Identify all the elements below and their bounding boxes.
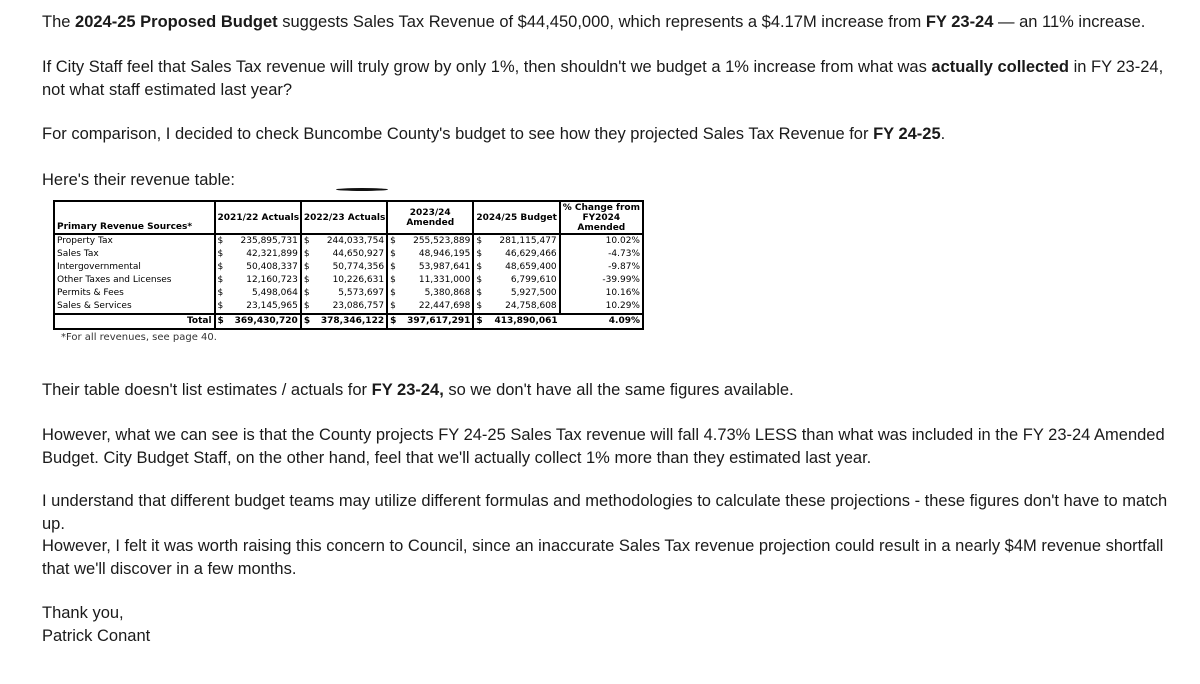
- cell-pct-change: -39.99%: [560, 274, 643, 287]
- currency-symbol: $: [301, 234, 311, 248]
- cell-2023-24: 255,523,889: [413, 236, 471, 246]
- currency-symbol: $: [301, 248, 311, 261]
- table-row: [54, 274, 643, 287]
- currency-symbol: $: [387, 261, 397, 274]
- intro-paragraph: The 2024-25 Proposed Budget suggests Sales Tax Revenue of $44,450,000, which represents a $4.17M increase from FY 23-24 — an 11% increase.: [42, 13, 1146, 31]
- signoff-author: Patrick Conant: [42, 626, 151, 645]
- cell-2022-23: 5,573,697: [338, 288, 385, 298]
- header-source: Primary Revenue Sources*: [54, 201, 215, 234]
- currency-symbol: $: [387, 314, 397, 329]
- cell-2023-24: 11,331,000: [418, 275, 471, 285]
- cell-pct-change: -4.73%: [560, 248, 643, 261]
- cell-2024-25: 281,115,477: [499, 236, 557, 246]
- row-label: Sales & Services: [54, 300, 215, 314]
- cell-2021-22: 50,408,337: [246, 262, 298, 272]
- row-label: Intergovernmental: [54, 261, 215, 274]
- concern-paragraph: However, I felt it was worth raising this concern to Council, since an inaccurate Sales Tax revenue projection could result in a nearly $4M revenue shortfall that we'll discover in a few months.: [42, 537, 1164, 578]
- currency-symbol: $: [215, 300, 225, 314]
- methodology-paragraph: I understand that different budget teams may utilize different formulas and methodologies to calculate these projections - these figures don't have to match up.: [42, 492, 1168, 533]
- currency-symbol: $: [473, 287, 483, 300]
- currency-symbol: $: [301, 261, 311, 274]
- cell-2023-24: 53,987,641: [418, 262, 471, 272]
- cell-2022-23: 50,774,356: [332, 262, 385, 272]
- table-row: [54, 300, 643, 314]
- city-staff-paragraph: If City Staff feel that Sales Tax revenue will truly grow by only 1%, then shouldn't we budget a 1% increase from what was actually collected in FY 23-24, not what staff estimated last year?: [42, 58, 1164, 99]
- currency-symbol: $: [473, 274, 483, 287]
- cell-2024-25: 46,629,466: [505, 249, 557, 259]
- row-label: Permits & Fees: [54, 287, 215, 300]
- currency-symbol: $: [387, 234, 397, 248]
- total-2023-24: 397,617,291: [397, 314, 473, 329]
- cell-2023-24: 5,380,868: [424, 288, 471, 298]
- total-2022-23: 378,346,122: [311, 314, 387, 329]
- cell-2021-22: 23,145,965: [225, 300, 301, 314]
- total-pct-change: 4.09%: [560, 314, 643, 329]
- table-row: [54, 261, 643, 274]
- comparison-paragraph: For comparison, I decided to check Buncombe County's budget to see how they projected Sales Tax Revenue for FY 24-25.: [42, 125, 946, 143]
- currency-symbol: $: [387, 287, 397, 300]
- cell-2024-25: 6,799,610: [510, 275, 557, 285]
- no-fy23-24-paragraph: Their table doesn't list estimates / actuals for FY 23-24, so we don't have all the same figures available.: [42, 381, 794, 399]
- table-row: [54, 287, 643, 300]
- currency-symbol: $: [215, 287, 225, 300]
- currency-symbol: $: [301, 287, 311, 300]
- county-projection-paragraph: However, what we can see is that the County projects FY 24-25 Sales Tax revenue will fall 4.73% LESS than what was included in the FY 23-24 Amended Budget. City Budget Staff, on the other hand, feel that we'll actually collect 1% more than they estimated last year.: [42, 426, 1165, 467]
- cell-2023-24: 22,447,698: [397, 300, 473, 314]
- total-2024-25: 413,890,061: [483, 314, 559, 329]
- currency-symbol: $: [473, 314, 483, 329]
- stray-mark: [336, 188, 388, 191]
- currency-symbol: $: [301, 300, 311, 314]
- cell-pct-change: -9.87%: [560, 261, 643, 274]
- table-intro-paragraph: Here's their revenue table:: [42, 171, 236, 189]
- currency-symbol: $: [387, 248, 397, 261]
- currency-symbol: $: [473, 261, 483, 274]
- table-row: [54, 234, 643, 248]
- cell-pct-change: 10.29%: [560, 300, 643, 314]
- currency-symbol: $: [473, 248, 483, 261]
- currency-symbol: $: [387, 300, 397, 314]
- cell-2022-23: 23,086,757: [311, 300, 387, 314]
- cell-pct-change: 10.16%: [560, 287, 643, 300]
- total-2021-22: 369,430,720: [225, 314, 301, 329]
- header-2024-25: 2024/25 Budget: [473, 201, 559, 234]
- currency-symbol: $: [473, 234, 483, 248]
- cell-2022-23: 44,650,927: [332, 249, 385, 259]
- table-footnote: *For all revenues, see page 40.: [61, 332, 217, 343]
- row-label: Property Tax: [54, 234, 215, 248]
- cell-2022-23: 10,226,631: [332, 275, 385, 285]
- row-label: Sales Tax: [54, 248, 215, 261]
- cell-2021-22: 42,321,899: [246, 249, 298, 259]
- total-label: Total: [54, 314, 215, 329]
- currency-symbol: $: [215, 248, 225, 261]
- header-2023-24: 2023/24 Amended: [387, 201, 473, 234]
- cell-2021-22: 12,160,723: [246, 275, 298, 285]
- header-2021-22: 2021/22 Actuals: [215, 201, 301, 234]
- currency-symbol: $: [215, 314, 225, 329]
- currency-symbol: $: [215, 261, 225, 274]
- header-2022-23: 2022/23 Actuals: [301, 201, 387, 234]
- cell-2024-25: 48,659,400: [505, 262, 557, 272]
- table-total-row: [54, 314, 643, 329]
- cell-2024-25: 24,758,608: [483, 300, 559, 314]
- row-label: Other Taxes and Licenses: [54, 274, 215, 287]
- revenue-table-image: [53, 200, 645, 343]
- header-pct-change: % Change from FY2024 Amended: [560, 201, 643, 234]
- signoff-closing: Thank you,: [42, 604, 124, 622]
- cell-2022-23: 244,033,754: [326, 236, 385, 246]
- cell-pct-change: 10.02%: [560, 234, 643, 248]
- revenue-table: [53, 200, 644, 330]
- cell-2024-25: 5,927,500: [510, 288, 557, 298]
- currency-symbol: $: [215, 274, 225, 287]
- table-header-row: [54, 201, 643, 234]
- signoff: [42, 602, 150, 647]
- currency-symbol: $: [215, 234, 225, 248]
- cell-2023-24: 48,946,195: [418, 249, 471, 259]
- currency-symbol: $: [301, 314, 311, 329]
- cell-2021-22: 235,895,731: [240, 236, 298, 246]
- currency-symbol: $: [301, 274, 311, 287]
- currency-symbol: $: [387, 274, 397, 287]
- currency-symbol: $: [473, 300, 483, 314]
- table-row: [54, 248, 643, 261]
- cell-2021-22: 5,498,064: [252, 288, 298, 298]
